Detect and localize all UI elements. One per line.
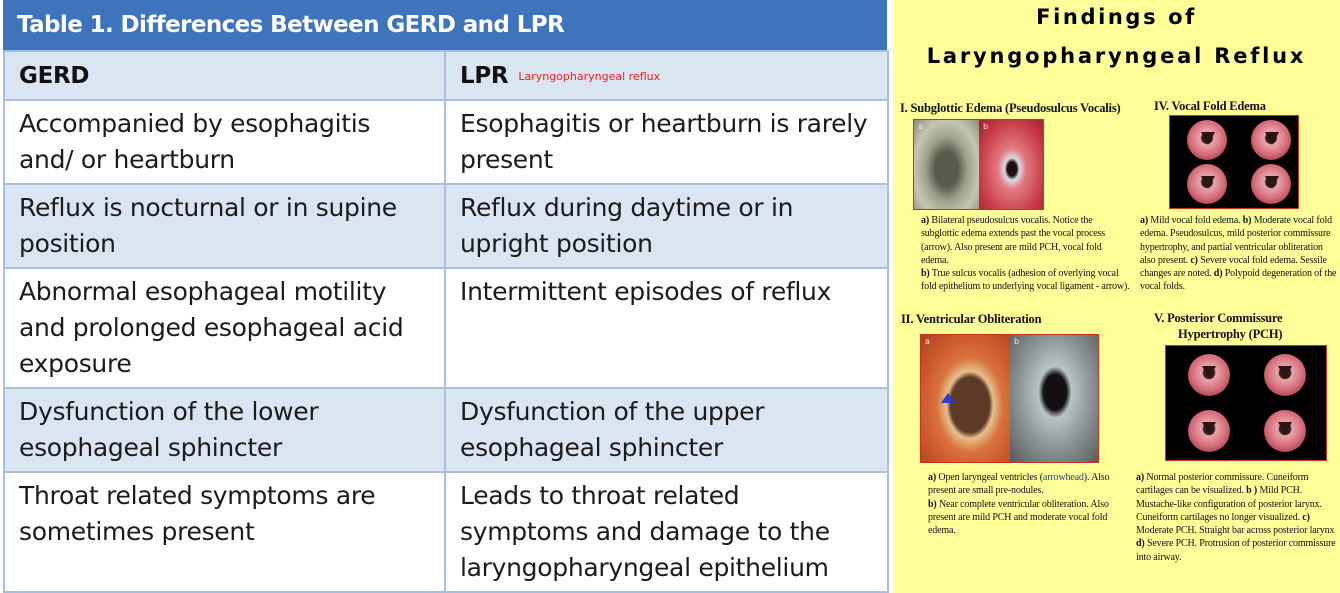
photo-label-a: a (918, 122, 923, 131)
table-title: Table 1. Differences Between GERD and LPR (3, 0, 887, 50)
gerd-lpr-table (3, 50, 889, 593)
endoscopy-photo-a (914, 120, 979, 209)
lpr-cell: Leads to throat related symptoms and damage to the laryngopharyngeal epithelium (445, 472, 888, 592)
section-heading-vocal-fold-edema: IV. Vocal Fold Edema (1154, 99, 1266, 113)
caption-text-b: True sulcus vocalis (adhesion of overlying vocal fold epithelium to underlying vocal ligament - arrow). (921, 268, 1130, 293)
subglottic-edema-image (913, 119, 1044, 210)
endoscopy-photo-b (1010, 335, 1099, 462)
column-header-lpr (445, 51, 888, 100)
caption-text-b: Moderate vocal fold edema. Pseudosulcus, mild posterior commissure hypertrophy, and partial ventricular obliteration also present. (1140, 215, 1332, 266)
table-header-row (4, 51, 888, 100)
caption-label-a: a) (921, 215, 930, 226)
arrowhead-reference: arrowhead (1042, 472, 1084, 483)
caption-text-a: Mild vocal fold edema. (1148, 215, 1243, 226)
caption-text-a-end: ). Also present are small pre-nodules. (928, 472, 1110, 497)
lpr-findings-panel (893, 0, 1340, 593)
caption-label-b: b) (928, 498, 937, 510)
table-row (4, 268, 888, 388)
table-row (4, 184, 888, 268)
section-heading-pch-line1: V. Posterior Commissure (1154, 311, 1283, 325)
findings-title-line2: Laryngopharyngeal Reflux (926, 44, 1307, 68)
caption-text-b: Mild PCH. Mustache-like configuration of posterior larynx. Cuneiform cartilages no longer visualized. (1136, 485, 1322, 523)
endoscopy-view-c (1188, 410, 1230, 452)
ventricular-obliteration-image (920, 334, 1099, 463)
table-row (4, 388, 888, 472)
caption-label-a: a) (1136, 472, 1145, 483)
gerd-cell: Accompanied by esophagitis and/ or heartburn (4, 100, 445, 184)
endoscopy-photo-a (921, 335, 1010, 462)
endoscopy-view-d (1251, 164, 1291, 204)
endoscopy-view-d (1264, 410, 1306, 452)
photo-label-a: a (925, 337, 930, 346)
section-heading-pch-line2: Hypertrophy (PCH) (1178, 327, 1283, 341)
caption-label-b: b) (1242, 215, 1252, 226)
lpr-cell: Reflux during daytime or in upright position (445, 184, 888, 268)
column-header-gerd (4, 51, 445, 100)
endoscopy-view-a (1187, 120, 1227, 160)
caption-label-a: a) (928, 472, 937, 483)
caption-label-d: d) (1213, 268, 1223, 280)
caption-subglottic-edema (921, 214, 1131, 294)
table-row (4, 472, 888, 592)
column-header-lpr-label: LPR (460, 63, 509, 89)
caption-text-b: Near complete ventricular obliteration. Also present are mild PCH and moderate vocal fold edema. (928, 498, 1109, 537)
endoscopy-view-a (1188, 354, 1230, 396)
caption-pch (1136, 471, 1338, 564)
caption-text-c: Moderate PCH. Straight bar across posterior larynx (1136, 525, 1335, 537)
section-heading-subglottic-edema: I. Subglottic Edema (Pseudosulcus Vocalis) (900, 101, 1121, 115)
photo-label-b: b (1014, 337, 1020, 346)
caption-label-b: b ) (1246, 485, 1258, 497)
gerd-cell: Dysfunction of the lower esophageal sphincter (4, 388, 445, 472)
caption-label-c: c) (1190, 254, 1198, 266)
lpr-cell: Intermittent episodes of reflux (445, 268, 888, 388)
vocal-fold-edema-image (1169, 115, 1299, 209)
caption-text-a: Bilateral pseudosulcus vocalis. Notice the subglottic edema extends past the vocal process (arrow). Also present are mild PCH, vocal fold edema. (921, 215, 1106, 266)
column-header-gerd-label: GERD (19, 63, 90, 89)
caption-text-c: Severe vocal fold edema. Sessile changes are noted. (1140, 254, 1327, 280)
endoscopy-view-b (1251, 120, 1291, 160)
endoscopy-view-c (1187, 164, 1227, 204)
caption-ventricular-obliteration (928, 471, 1128, 537)
pch-image (1165, 345, 1327, 461)
gerd-cell: Throat related symptoms are sometimes present (4, 472, 445, 592)
lpr-cell: Esophagitis or heartburn is rarely present (445, 100, 888, 184)
endoscopy-view-b (1264, 354, 1306, 396)
caption-vocal-fold-edema (1140, 214, 1338, 294)
gerd-cell: Reflux is nocturnal or in supine position (4, 184, 445, 268)
endoscopy-photo-b (979, 120, 1044, 209)
section-heading-ventricular-obliteration: II. Ventricular Obliteration (901, 312, 1042, 326)
caption-label-d: d) (1136, 538, 1145, 550)
arrowhead-marker (941, 393, 955, 403)
caption-label-c: c) (1302, 511, 1310, 523)
caption-text-d: Polypoid degeneration of the vocal folds. (1140, 268, 1337, 293)
caption-text-a: Normal posterior commissure. Cuneiform cartilages can be visualized. (1136, 472, 1309, 497)
photo-label-b: b (983, 122, 989, 131)
findings-title-line1: Findings of (1036, 5, 1197, 29)
caption-label-a: a) (1140, 215, 1149, 226)
gerd-cell: Abnormal esophageal motility and prolonged esophageal acid exposure (4, 268, 445, 388)
caption-text-a: Open laryngeal ventricles ( (936, 472, 1043, 483)
table-row (4, 100, 888, 184)
caption-label-b: b) (921, 268, 930, 280)
caption-text-d: Severe PCH. Protrusion of posterior commissure into airway. (1136, 538, 1336, 563)
lpr-cell: Dysfunction of the upper esophageal sphincter (445, 388, 888, 472)
lpr-annotation: Laryngopharyngeal reflux (518, 70, 661, 83)
